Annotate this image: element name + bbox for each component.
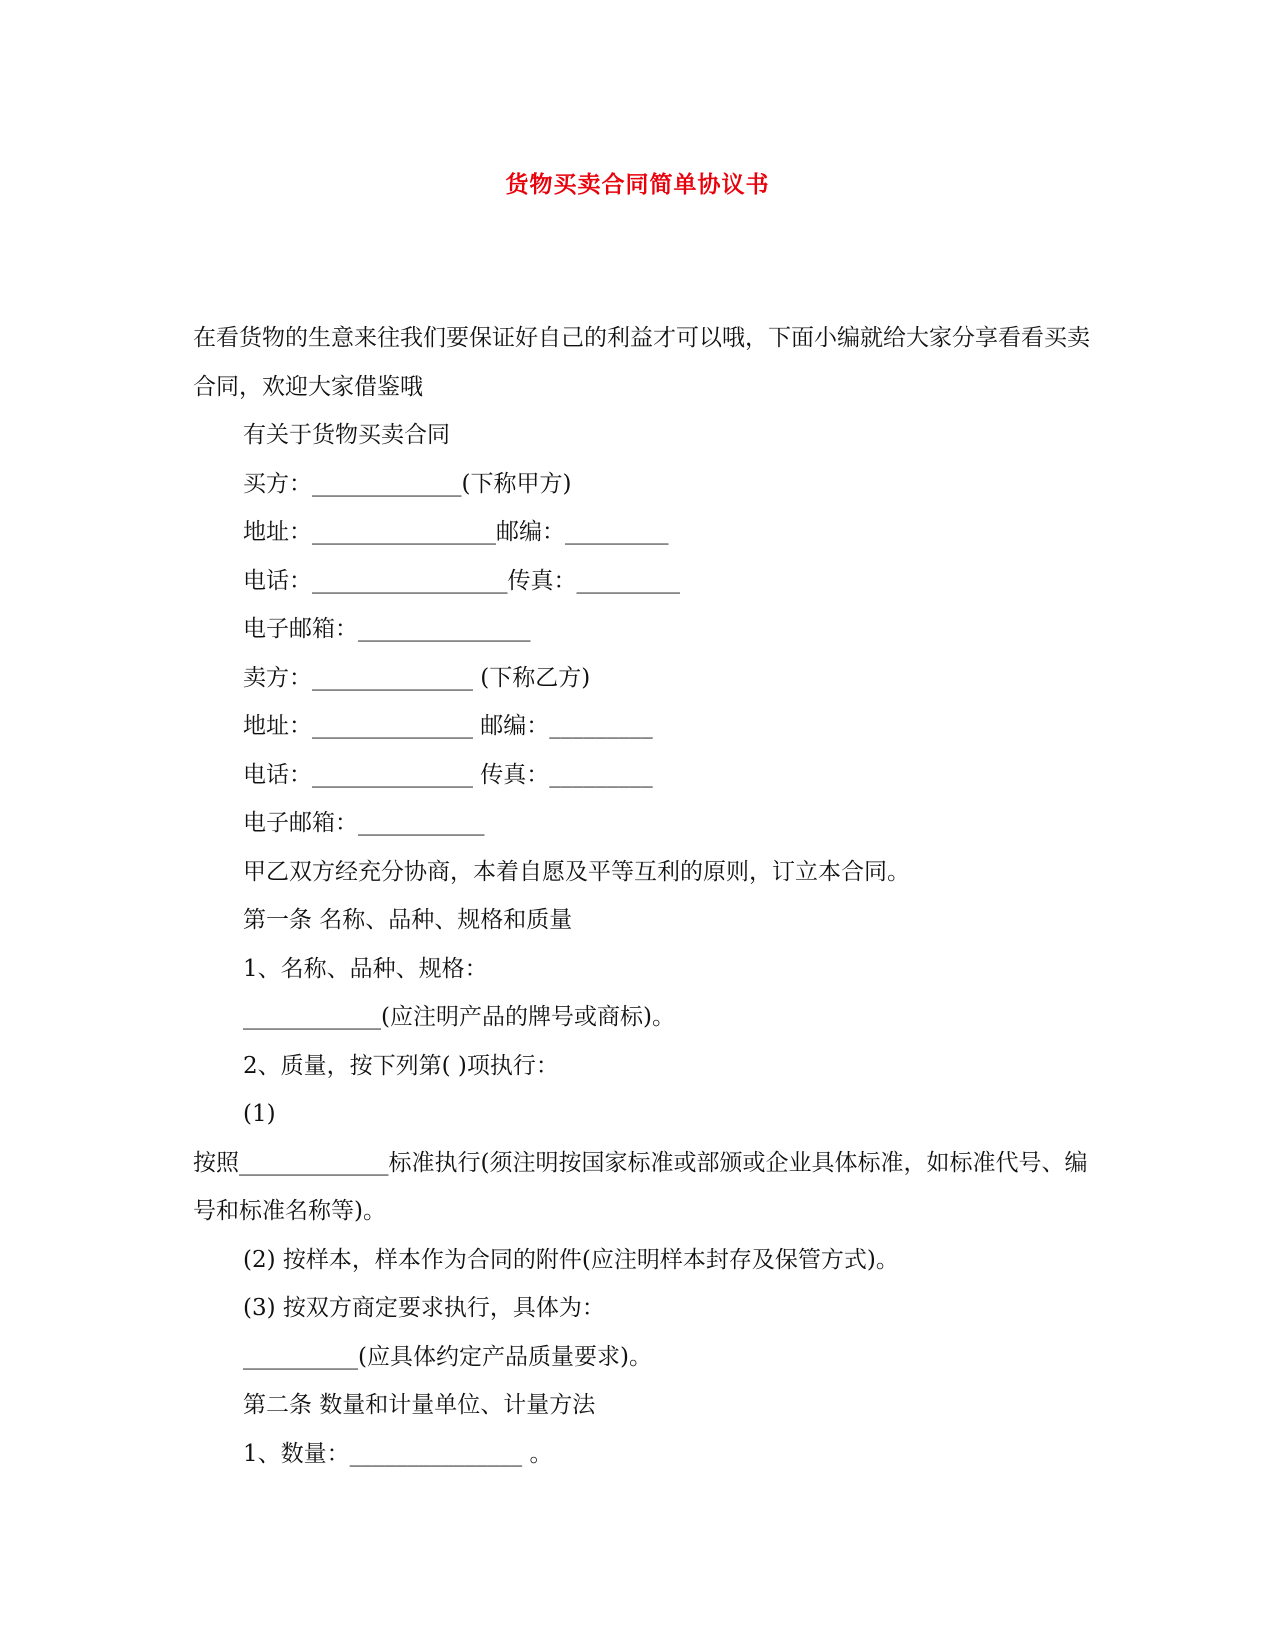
document-title: 货物买卖合同简单协议书	[505, 171, 770, 198]
paragraph: 在看货物的生意来往我们要保证好自己的利益才可以哦，下面小编就给大家分享看看买卖合同，欢迎大家借鉴哦	[193, 325, 1090, 400]
paragraph: 甲乙双方经充分协商，本着自愿及平等互利的原则，订立本合同。	[243, 858, 910, 885]
paragraph: (1)	[243, 1101, 276, 1127]
paragraph: 电子邮箱：___________	[243, 810, 485, 836]
paragraph: 电子邮箱：_______________	[243, 616, 531, 642]
paragraph: 卖方：______________ (下称乙方)	[243, 664, 591, 691]
paragraph: __________(应具体约定产品质量要求)。	[243, 1343, 652, 1370]
paragraph: 地址：______________ 邮编：_________	[243, 713, 653, 739]
paragraph: 有关于货物买卖合同	[243, 422, 450, 448]
paragraph: 第二条 数量和计量单位、计量方法	[243, 1392, 596, 1418]
paragraph: 1、名称、品种、规格：	[243, 955, 488, 982]
paragraph: 地址：________________邮编：_________	[243, 519, 669, 545]
paragraph: 第一条 名称、品种、规格和质量	[243, 907, 573, 933]
paragraph: (3) 按双方商定要求执行，具体为：	[243, 1295, 605, 1321]
paragraph: 2、质量，按下列第( )项执行：	[243, 1052, 559, 1079]
paragraph: 1、数量：_______________ 。	[243, 1440, 553, 1467]
paragraph: 电话：______________ 传真：_________	[243, 761, 653, 788]
paragraph: (2) 按样本，样本作为合同的附件(应注明样本封存及保管方式)。	[243, 1246, 899, 1273]
paragraph: 电话：_________________传真：_________	[243, 567, 680, 594]
paragraph: ____________(应注明产品的牌号或商标)。	[243, 1004, 675, 1030]
document-body	[193, 314, 1093, 1478]
paragraph: 买方：_____________(下称甲方)	[243, 470, 572, 497]
paragraph: 按照_____________标准执行(须注明按国家标准或部颁或企业具体标准，如标准代号、编号和标准名称等)。	[193, 1149, 1088, 1224]
